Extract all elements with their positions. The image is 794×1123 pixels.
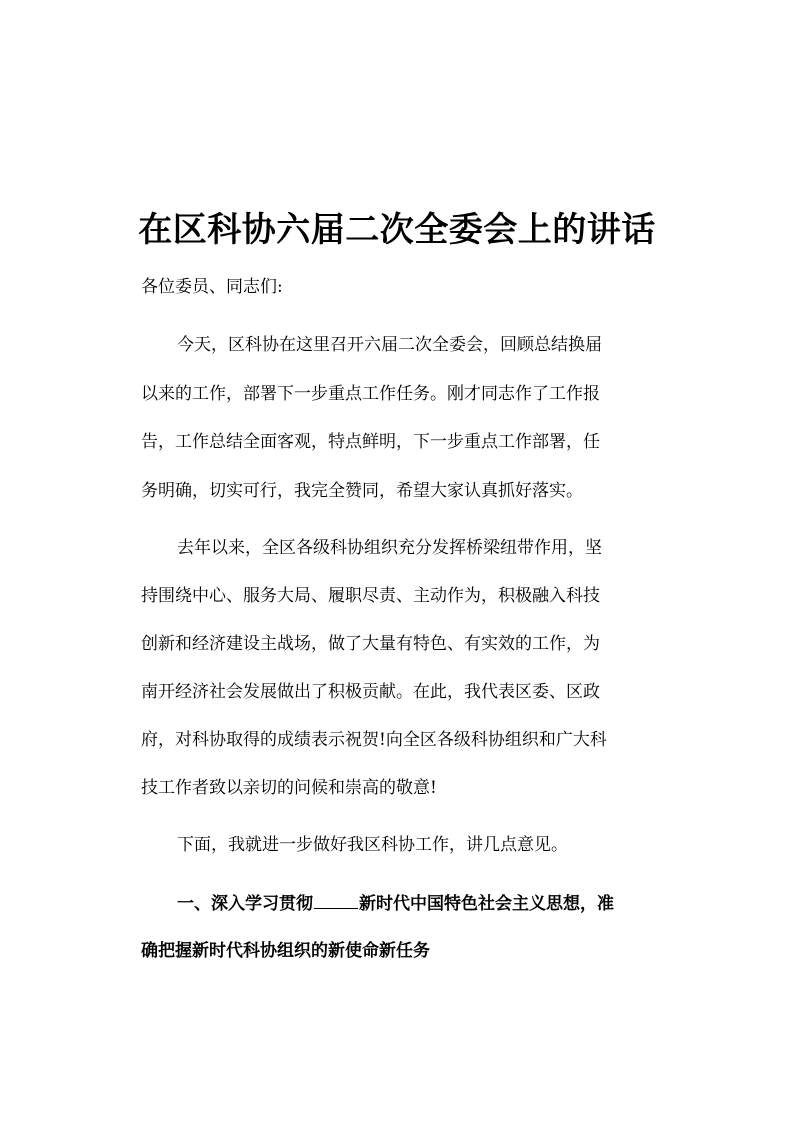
- section-heading-1-line-1: [177, 892, 697, 915]
- paragraph-2-line-5: 府，对科协取得的成绩表示祝贺!向全区各级科协组织和广大科: [141, 730, 607, 750]
- paragraph-2-line-6: 技工作者致以亲切的问候和崇高的敬意!: [141, 778, 437, 798]
- section-heading-1-line-2: 确把握新时代科协组织的新使命新任务: [141, 941, 430, 961]
- section-heading-1-part-1: 一、深入学习贯彻: [177, 894, 313, 914]
- salutation: 各位委员、同志们:: [141, 277, 283, 297]
- section-heading-1-part-2: 新时代中国特色社会主义思想，准: [359, 894, 614, 914]
- paragraph-1-line-1: 今天，区科协在这里召开六届二次全委会，回顾总结换届: [177, 335, 602, 355]
- paragraph-1-line-2: 以来的工作，部署下一步重点工作任务。刚才同志作了工作报: [141, 384, 600, 404]
- paragraph-2-line-3: 创新和经济建设主战场，做了大量有特色、有实效的工作，为: [141, 634, 600, 654]
- paragraph-3-line-1: 下面，我就进一步做好我区科协工作，讲几点意见。: [177, 835, 568, 855]
- paragraph-1-line-4: 务明确，切实可行，我完全赞同，希望大家认真抓好落实。: [141, 481, 583, 501]
- document-title: 在区科协六届二次全委会上的讲话: [138, 210, 656, 250]
- paragraph-2-line-4: 南开经济社会发展做出了积极贡献。在此，我代表区委、区政: [141, 682, 600, 702]
- paragraph-1-line-3: 告，工作总结全面客观，特点鲜明，下一步重点工作部署，任: [141, 432, 600, 452]
- paragraph-2-line-2: 持围绕中心、服务大局、履职尽责、主动作为，积极融入科技: [141, 586, 600, 606]
- fill-in-blank: [314, 892, 358, 909]
- paragraph-2-line-1: 去年以来，全区各级科协组织充分发挥桥梁纽带作用，坚: [177, 538, 602, 558]
